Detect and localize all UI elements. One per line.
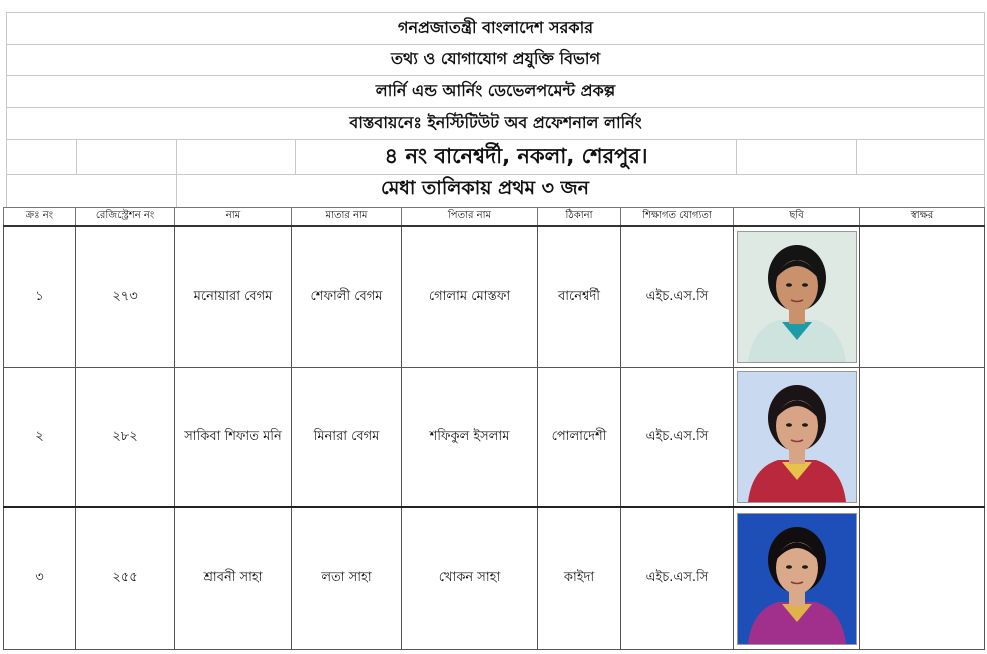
signature-cell — [860, 368, 985, 508]
father-cell: শফিকুল ইসলাম — [402, 368, 538, 508]
name-cell: শ্রাবনী সাহা — [175, 507, 292, 650]
table-row — [4, 507, 985, 650]
implementer-title: বাস্তবায়নেঃ ইনস্টিটিউট অব প্রফেশনাল লার্নিং — [6, 108, 985, 140]
address-cell: বানেশ্বর্দী — [538, 226, 621, 368]
column-header-serial: ক্রঃ নং — [4, 208, 76, 227]
column-header-education: শিক্ষাগত যোগ্যতা — [621, 208, 734, 227]
portrait-image — [738, 232, 856, 362]
address-cell: কাইদা — [538, 507, 621, 650]
signature-cell — [860, 507, 985, 650]
merit-table — [3, 207, 985, 650]
merit-list-title: মেধা তালিকায় প্রথম ৩ জন — [381, 177, 589, 199]
registration-cell: ২৫৫ — [76, 507, 175, 650]
grid-line — [984, 12, 985, 207]
column-header-mother: মাতার নাম — [292, 208, 402, 227]
education-cell: এইচ.এস.সি — [621, 507, 734, 650]
signature-cell — [860, 226, 985, 368]
photo-eye — [786, 565, 792, 569]
division-title: তথ্য ও যোগাযোগ প্রযুক্তি বিভাগ — [6, 44, 985, 76]
project-title: লার্নি এন্ড আর্নিং ডেভেলপমেন্ট প্রকল্প — [6, 76, 985, 108]
column-header-father: পিতার নাম — [402, 208, 538, 227]
registration-cell: ২৮২ — [76, 368, 175, 508]
photo-eye — [802, 565, 808, 569]
portrait-photo — [737, 371, 857, 503]
grid-line — [6, 12, 7, 207]
table-row — [4, 368, 985, 508]
photo-eye — [802, 283, 808, 287]
mother-cell: শেফালী বেগম — [292, 226, 402, 368]
education-cell: এইচ.এস.সি — [621, 226, 734, 368]
table-header-row — [4, 208, 985, 227]
photo-cell — [734, 368, 860, 508]
education-cell: এইচ.এস.সি — [621, 368, 734, 508]
grid-line — [856, 140, 857, 174]
column-header-photo: ছবি — [734, 208, 860, 227]
mother-cell: লতা সাহা — [292, 507, 402, 650]
father-cell: গোলাম মোস্তফা — [402, 226, 538, 368]
column-header-registration: রেজিস্ট্রেশন নং — [76, 208, 175, 227]
government-title: গনপ্রজাতন্ত্রী বাংলাদেশ সরকার — [6, 12, 985, 45]
table-row — [4, 226, 985, 368]
serial-cell: ৩ — [4, 507, 76, 650]
grid-line — [736, 140, 737, 174]
grid-line — [76, 140, 77, 174]
photo-eye — [786, 283, 792, 287]
portrait-photo — [737, 231, 857, 363]
address-cell: পোলাদেশী — [538, 368, 621, 508]
serial-cell: ২ — [4, 368, 76, 508]
column-header-signature: স্বাক্ষর — [860, 208, 985, 227]
photo-cell — [734, 507, 860, 650]
column-header-address: ঠিকানা — [538, 208, 621, 227]
photo-cell — [734, 226, 860, 368]
location-heading: ৪ নং বানেশ্বর্দী, নকলা, শেরপুর। — [384, 143, 648, 168]
registration-cell: ২৭৩ — [76, 226, 175, 368]
name-cell: সাকিবা শিফাত মনি — [175, 368, 292, 508]
portrait-image — [738, 372, 856, 502]
column-header-name: নাম — [175, 208, 292, 227]
mother-cell: মিনারা বেগম — [292, 368, 402, 508]
photo-eye — [802, 423, 808, 427]
name-cell: মনোয়ারা বেগম — [175, 226, 292, 368]
photo-eye — [786, 423, 792, 427]
portrait-photo — [737, 513, 857, 645]
serial-cell: ১ — [4, 226, 76, 368]
father-cell: খোকন সাহা — [402, 507, 538, 650]
portrait-image — [738, 514, 856, 644]
